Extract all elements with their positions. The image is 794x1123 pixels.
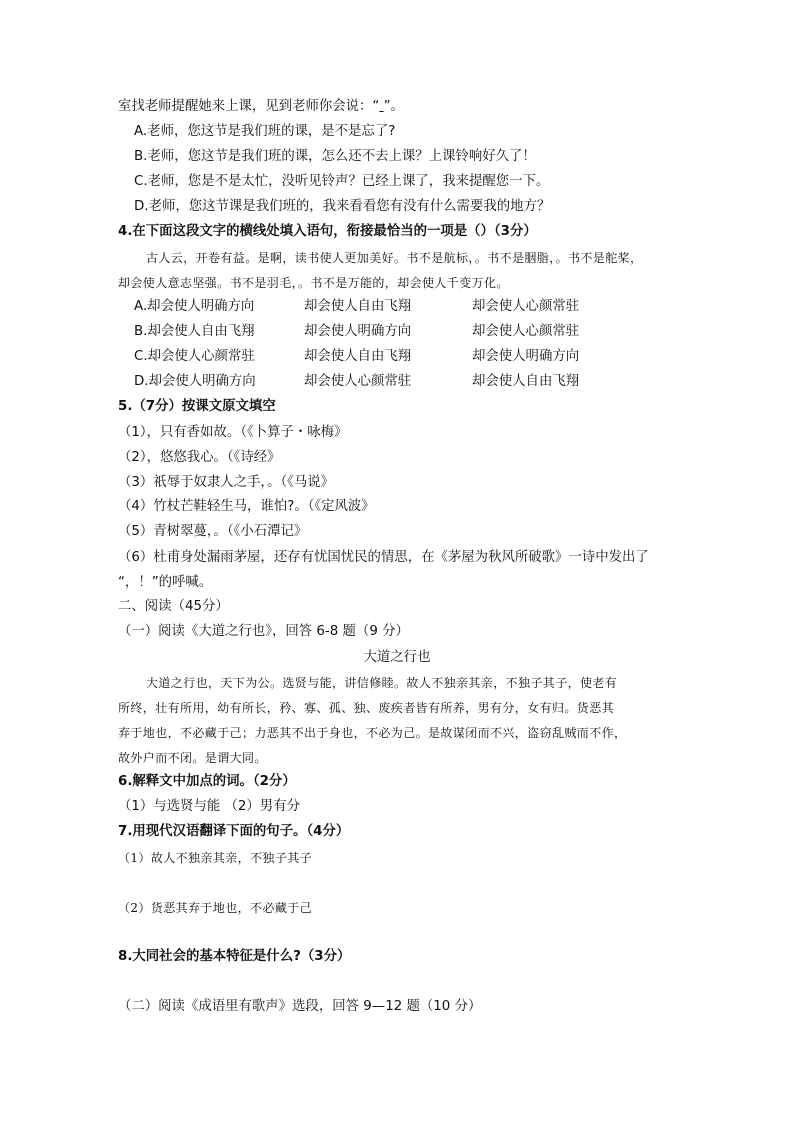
q4-option-a-label: A.却会使人明确方向 [134, 299, 255, 314]
q7-stem: 7.用现代汉语翻译下面的句子。（4分） [118, 824, 350, 839]
q4-option-c [134, 348, 694, 366]
q3-stem-end: ”。 [383, 99, 404, 114]
q4-option-d-label: D.却会使人明确方向 [134, 374, 256, 389]
q6-stem: 6.解释文中加点的词。（2分） [118, 774, 296, 789]
part1-heading: （一）阅读《大道之行也》，回答 6-8 题（9 分） [118, 624, 409, 639]
q4-option-b-label: B.却会使人自由飞翔 [134, 324, 255, 339]
q7-sentence-2: （2）货恶其弃于地也，不必藏于己 [118, 901, 313, 915]
passage-line-2: 所终，壮有所用，幼有所长，矜、寡、孤、独、废疾者皆有所养，男有分，女有归。货恶其 [118, 701, 615, 715]
q4-option-a [134, 298, 694, 316]
q4-option-a-col3: 却会使人心颜常驻 [472, 299, 580, 314]
q5-item-1: （1），只有香如故。（《卜算子・咏梅》 [118, 425, 348, 440]
section2-heading: 二、阅读（45分） [118, 599, 229, 614]
q4-option-d [134, 373, 694, 391]
q4-passage-line-1: 古人云，开卷有益。是啊，读书使人更加美好。书不是航标，。书不是胭脂，。书不是舵桨， [146, 251, 643, 265]
q5-item-6: （6）杜甫身处漏雨茅屋，还存有忧国忧民的情思，在《茅屋为秋风所破歌》一诗中发出了 [118, 550, 649, 565]
passage-line-1: 大道之行也，天下为公。选贤与能，讲信修睦。故人不独亲其亲，不独子其子，使老有 [146, 676, 618, 690]
q4-option-d-col2: 却会使人心颜常驻 [304, 374, 412, 389]
q4-option-b [134, 323, 694, 341]
q3-option-c: C.老师，您是不是太忙，没听见铃声？已经上课了，我来提醒您一下。 [134, 174, 550, 189]
q3-stem [118, 98, 404, 116]
q4-passage-line-2: 却会使人意志坚强。书不是羽毛，。书不是万能的，却会使人千变万化。 [118, 276, 509, 290]
q4-option-b-col2: 却会使人明确方向 [304, 324, 412, 339]
q7-sentence-1: （1）故人不独亲其亲，不独子其子 [118, 851, 313, 865]
q4-option-b-col3: 却会使人心颜常驻 [472, 324, 580, 339]
q4-option-c-col3: 却会使人明确方向 [472, 349, 580, 364]
q5-item-3: （3）祇辱于奴隶人之手，。（《马说》 [118, 475, 335, 490]
passage-line-3: 弃于地也，不必藏于己；力恶其不出于身也，不必为己。是故谋闭而不兴，盗窃乱贼而不作， [118, 726, 627, 740]
q4-option-d-col3: 却会使人自由飞翔 [472, 374, 580, 389]
q5-item-2: （2），悠悠我心。（《诗经》 [118, 450, 281, 465]
part2-heading: （二）阅读《成语里有歌声》选段，回答 9—12 题（10 分） [118, 999, 482, 1014]
q4-option-c-col2: 却会使人自由飞翔 [304, 349, 412, 364]
passage-line-4: 故外户而不闭。是谓大同。 [118, 751, 267, 765]
q3-option-b: B.老师，您这节是我们班的课，怎么还不去上课？上课铃响好久了！ [134, 149, 536, 164]
q4-option-c-label: C.却会使人心颜常驻 [134, 349, 255, 364]
q4-stem: 4.在下面这段文字的横线处填入语句，衔接最恰当的一项是（）（3分） [118, 224, 537, 239]
q5-item-5: （5）青树翠蔓，。（《小石潭记》 [118, 524, 308, 539]
q3-option-d: D.老师，您这节课是我们班的，我来看看您有没有什么需要我的地方？ [134, 199, 551, 214]
q3-stem-text: 室找老师提醒她来上课，见到老师你会说：“ [118, 99, 380, 114]
q5-item-6-cont: “，！”的呼喊。 [118, 575, 213, 590]
q5-stem: 5.（7分）按课文原文填空 [118, 399, 276, 414]
q5-item-4: （4）竹杖芒鞋轻生马，谁怕?。（《定风波》 [118, 499, 375, 514]
q6-items: （1）与选贤与能 （2）男有分 [118, 799, 300, 814]
q8-stem: 8.大同社会的基本特征是什么?（3分） [118, 949, 351, 964]
q3-option-a: A.老师，您这节是我们班的课，是不是忘了? [134, 124, 396, 139]
passage-title: 大道之行也 [363, 650, 431, 665]
q4-option-a-col2: 却会使人自由飞翔 [304, 299, 412, 314]
